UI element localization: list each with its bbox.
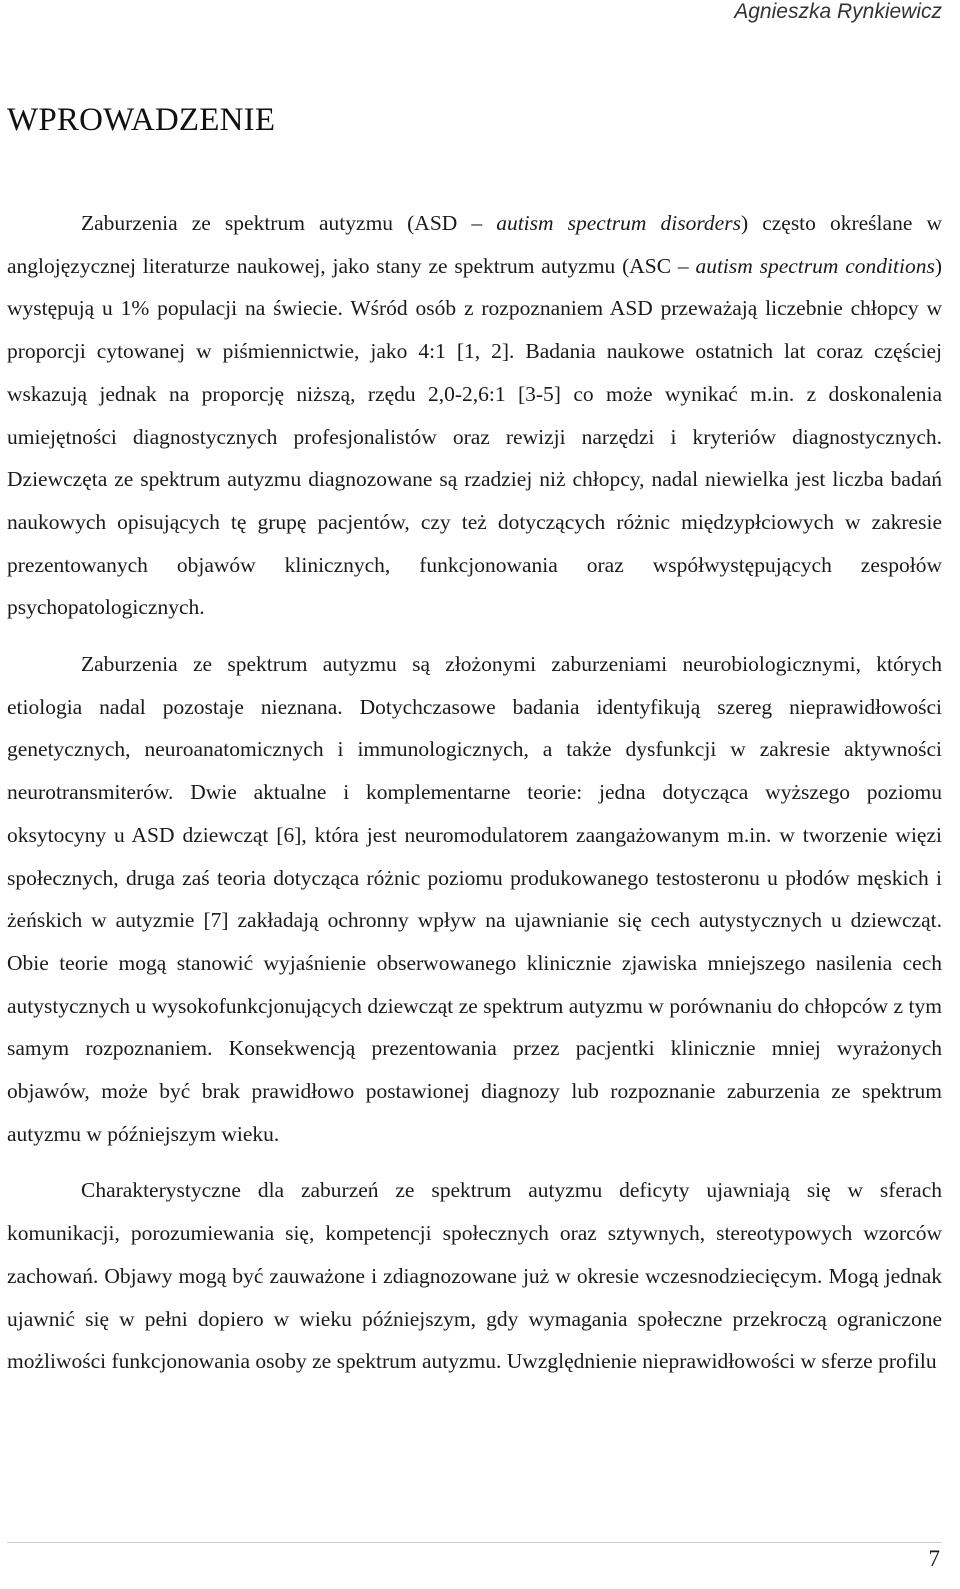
- running-header-author: Agnieszka Rynkiewicz: [734, 0, 942, 23]
- paragraph-1-text-c: ) występują u 1% populacji na świecie. Wśród osób z rozpoznaniem ASD przeważają liczebnie chłopcy w proporcji cytowanej w piśmiennictwie, jako 4:1 [1, 2]. Badania naukowe ostatnich lat coraz częściej wskazują jednak na proporcję niższą, rzędu 2,0-2,6:1 [3-5] co może wynikać m.in. z doskonalenia umiejętności diagnostycznych profesjonalistów oraz rewizji narzędzi i kryteriów diagnostycznych. Dziewczęta ze spektrum autyzmu diagnozowane są rzadziej niż chłopcy, nadal niewielka jest liczba badań naukowych opisujących tę grupę pacjentów, czy też dotyczących różnic międzypłciowych w zakresie prezentowanych objawów klinicznych, funkcjonowania oraz współwystępujących zespołów psychopatologicznych.: [7, 253, 942, 620]
- paragraph-1-term-asc: autism spectrum conditions: [695, 253, 935, 278]
- paragraph-1-term-asd: autism spectrum disorders: [496, 211, 741, 235]
- paragraph-1-text-b: ) często określane w anglojęzycznej literaturze naukowej, jako stany ze spektrum autyzmu (ASC –: [7, 211, 942, 278]
- body-text: [7, 202, 942, 1383]
- footer-divider: [7, 1542, 942, 1543]
- paragraph-2: Zaburzenia ze spektrum autyzmu są złożonymi zaburzeniami neurobiologicznymi, których etiologia nadal pozostaje nieznana. Dotychczasowe badania identyfikują szereg nieprawidłowości genetycznych, neuroanatomicznych i immunologicznych, a także dysfunkcji w zakresie aktywności neurotransmiterów. Dwie aktualne i komplementarne teorie: jedna dotycząca wyższego poziomu oksytocyny u ASD dziewcząt [6], która jest neuromodulatorem zaangażowanym m.in. w tworzenie więzi społecznych, druga zaś teoria dotycząca różnic poziomu produkowanego testosteronu u płodów męskich i żeńskich w autyzmie [7] zakładają ochronny wpływ na ujawnianie się cech autystycznych u dziewcząt. Obie teorie mogą stanowić wyjaśnienie obserwowanego klinicznie zjawiska mniejszego nasilenia cech autystycznych u wysokofunkcjonujących dziewcząt ze spektrum autyzmu w porównaniu do chłopców z tym samym rozpoznaniem. Konsekwencją prezentowania przez pacjentki klinicznie mniej wyrażonych objawów, może być brak prawidłowo postawionej diagnozy lub rozpoznanie zaburzenia ze spektrum autyzmu w późniejszym wieku.: [7, 652, 942, 1146]
- chapter-title: WPROWADZENIE: [7, 102, 276, 138]
- page-number: 7: [928, 1546, 940, 1571]
- paragraph-3: Charakterystyczne dla zaburzeń ze spektrum autyzmu deficyty ujawniają się w sferach komunikacji, porozumiewania się, kompetencji społecznych oraz sztywnych, stereotypowych wzorców zachowań. Objawy mogą być zauważone i zdiagnozowane już w okresie wczesnodziecięcym. Mogą jednak ujawnić się w pełni dopiero w wieku późniejszym, gdy wymagania społeczne przekroczą ograniczone możliwości funkcjonowania osoby ze spektrum autyzmu. Uwzględnienie nieprawidłowości w sferze profilu: [7, 1178, 942, 1374]
- paragraph-1: [7, 202, 942, 629]
- paragraph-1-text-a: Zaburzenia ze spektrum autyzmu (ASD –: [81, 211, 497, 235]
